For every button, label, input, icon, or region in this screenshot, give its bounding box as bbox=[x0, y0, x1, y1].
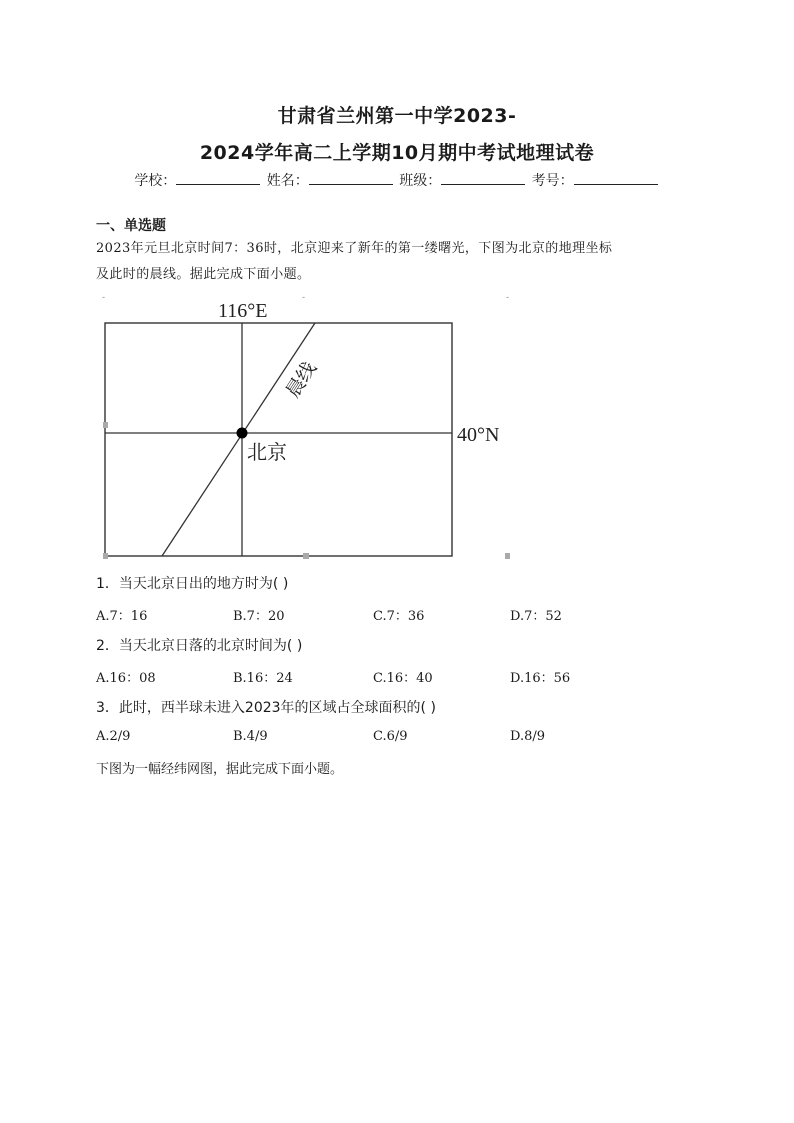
resize-handle[interactable] bbox=[103, 422, 108, 428]
dawn-line-label: 晨线 bbox=[281, 357, 321, 402]
school-label: 学校： bbox=[134, 173, 177, 189]
name-label: 姓名： bbox=[266, 173, 309, 189]
beijing-coordinate-figure bbox=[96, 292, 516, 564]
dawn-line bbox=[162, 323, 315, 556]
intro-paragraph bbox=[96, 236, 706, 288]
latitude-label: 40°N bbox=[457, 424, 500, 446]
name-blank[interactable] bbox=[309, 172, 393, 185]
q1-option-b[interactable]: B.7：20 bbox=[233, 609, 285, 624]
q3-option-b[interactable]: B.4/9 bbox=[233, 729, 268, 744]
question-2-stem: 2．当天北京日落的北京时间为( ) bbox=[96, 638, 303, 654]
q1-option-c[interactable]: C.7：36 bbox=[373, 609, 425, 624]
q1-option-a[interactable]: A.7：16 bbox=[96, 609, 148, 624]
intro-line1: 2023年元旦北京时间7：36时，北京迎来了新年的第一缕曙光，下图为北京的地理坐标 bbox=[96, 241, 613, 256]
resize-handle[interactable] bbox=[103, 553, 108, 559]
q3-option-d[interactable]: D.8/9 bbox=[510, 729, 546, 744]
question-3-stem: 3．此时，西半球未进入2023年的区域占全球面积的( ) bbox=[96, 700, 436, 716]
resize-handle[interactable] bbox=[505, 553, 510, 559]
q2-option-a[interactable]: A.16：08 bbox=[96, 671, 156, 686]
q1-option-d[interactable]: D.7：52 bbox=[510, 609, 562, 624]
school-blank[interactable] bbox=[176, 172, 260, 185]
q2-option-d[interactable]: D.16：56 bbox=[510, 671, 571, 686]
city-label: 北京 bbox=[247, 440, 287, 464]
section-title: 一、单选题 bbox=[96, 218, 166, 234]
exam-no-blank[interactable] bbox=[574, 172, 658, 185]
handle-mark: - bbox=[302, 293, 306, 303]
class-label: 班级： bbox=[399, 173, 442, 189]
handle-mark: - bbox=[102, 293, 106, 303]
exam-no-label: 考号： bbox=[531, 173, 574, 189]
next-intro-paragraph: 下图为一幅经纬网图，据此完成下面小题。 bbox=[96, 762, 344, 777]
question-1-stem: 1．当天北京日出的地方时为( ) bbox=[96, 576, 289, 592]
resize-handle[interactable] bbox=[303, 553, 309, 559]
q3-option-a[interactable]: A.2/9 bbox=[96, 729, 131, 744]
exam-title-line2: 2024学年高二上学期10月期中考试地理试卷 bbox=[199, 142, 595, 164]
student-info-row bbox=[0, 170, 794, 190]
beijing-point bbox=[237, 428, 248, 439]
handle-mark: - bbox=[506, 293, 510, 303]
q3-option-c[interactable]: C.6/9 bbox=[373, 729, 408, 744]
longitude-label: 116°E bbox=[218, 300, 268, 322]
exam-title-line1: 甘肃省兰州第一中学2023- bbox=[277, 105, 517, 127]
q2-option-b[interactable]: B.16：24 bbox=[233, 671, 293, 686]
class-blank[interactable] bbox=[441, 172, 525, 185]
q2-option-c[interactable]: C.16：40 bbox=[373, 671, 433, 686]
intro-line2: 及此时的晨线。据此完成下面小题。 bbox=[96, 267, 311, 282]
